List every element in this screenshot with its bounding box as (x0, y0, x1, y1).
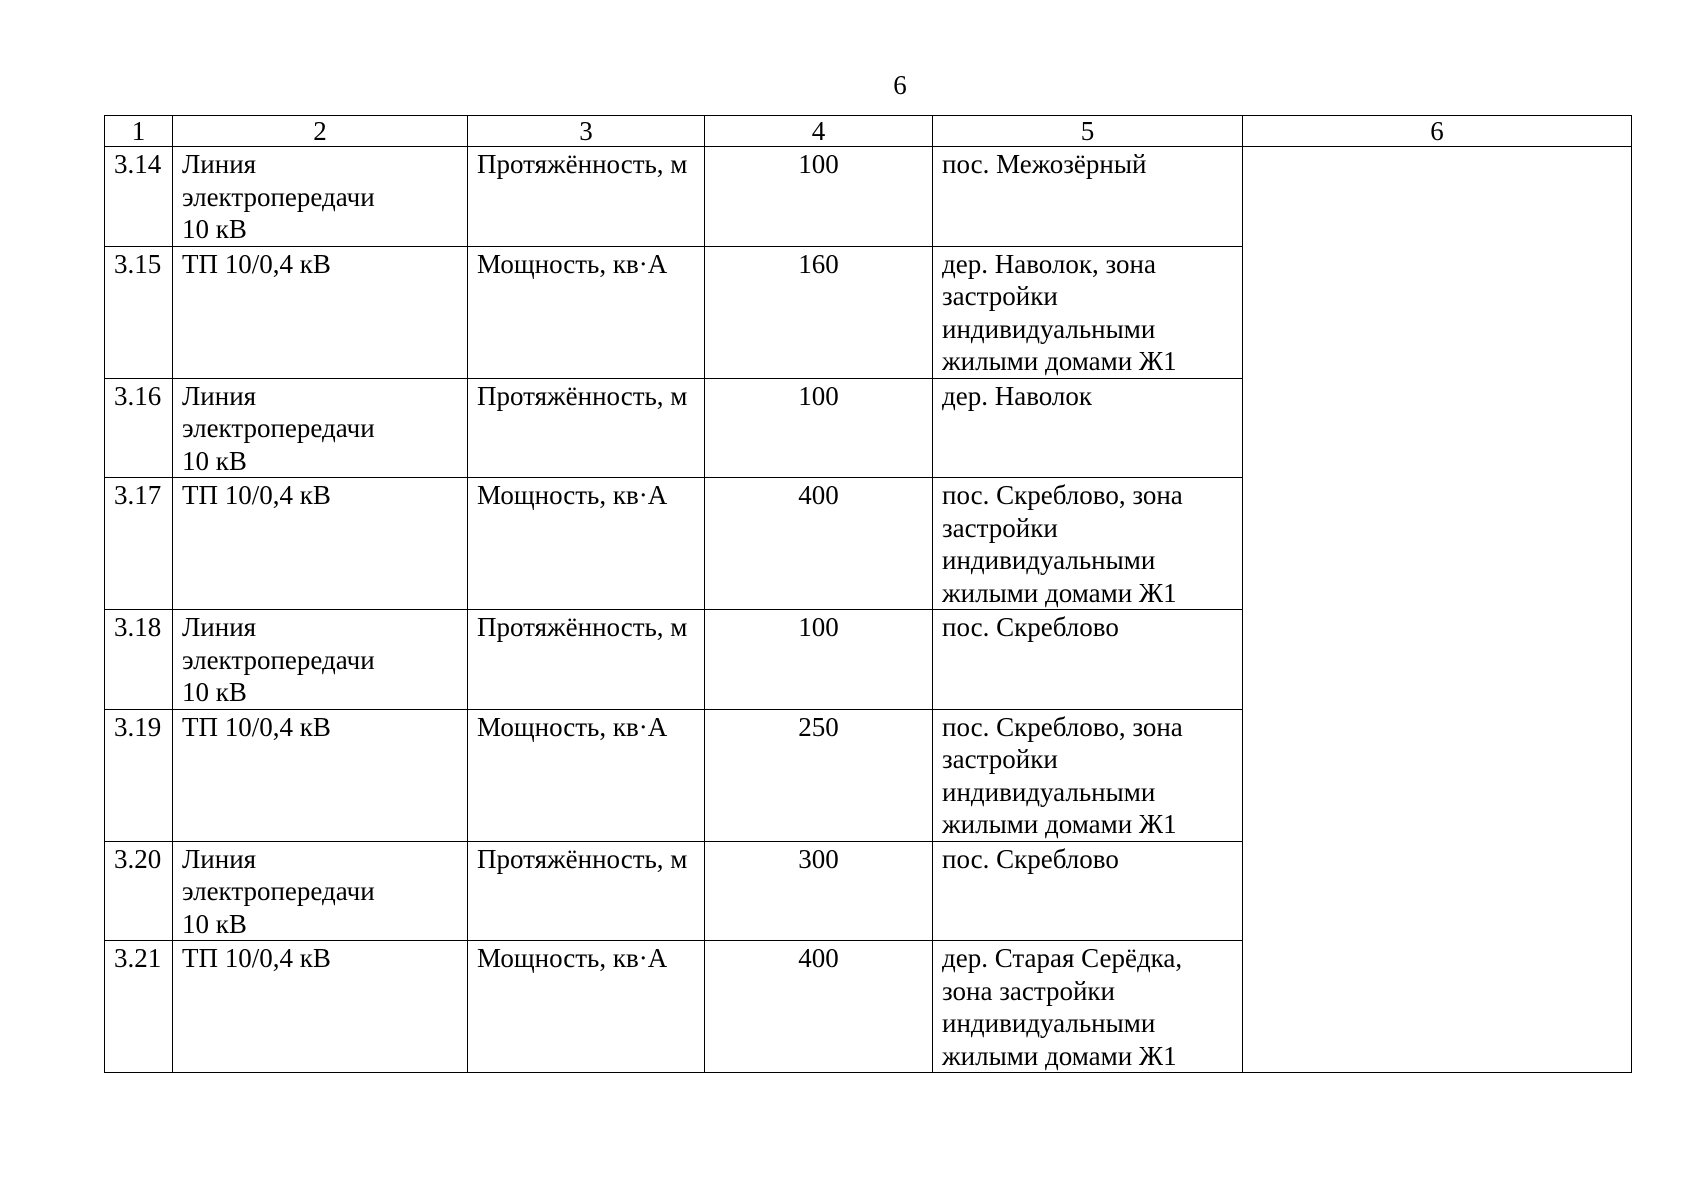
location-cell (933, 478, 1243, 610)
parameter-cell: Мощность, кв·А (468, 709, 705, 841)
table-header-row (105, 116, 1632, 147)
location-cell-line: дер. Наволок (942, 380, 1093, 411)
object-name-cell-line: ТП 10/0,4 кВ (182, 480, 331, 510)
location-cell-line: пос. Скреблово (942, 843, 1119, 874)
value-cell: 400 (705, 941, 933, 1073)
row-number-cell: 3.17 (105, 478, 173, 610)
object-name-cell-line: ТП 10/0,4 кВ (182, 248, 331, 279)
value-cell: 100 (705, 610, 933, 710)
location-cell (933, 147, 1243, 247)
parameter-cell: Мощность, кв·А (468, 478, 705, 610)
location-cell-line: индивидуальными (942, 1008, 1156, 1038)
location-cell (933, 841, 1243, 941)
column-header: 5 (933, 116, 1243, 147)
column-header: 4 (705, 116, 933, 147)
row-number-cell: 3.18 (105, 610, 173, 710)
parameter-cell: Протяжённость, м (468, 841, 705, 941)
location-cell-line: зона застройки (942, 975, 1115, 1006)
object-name-cell-line: 10 кВ (182, 445, 247, 476)
location-cell-line: индивидуальными (942, 313, 1156, 344)
location-cell-line: индивидуальными (942, 776, 1156, 807)
location-cell (933, 941, 1243, 1073)
object-name-cell-line: электропередачи (182, 181, 375, 212)
object-name-cell-line: электропередачи (182, 413, 375, 443)
row-number-cell: 3.21 (105, 941, 173, 1073)
object-name-cell (173, 147, 468, 247)
object-name-cell-line: Линия (182, 380, 257, 411)
object-name-cell-line: ТП 10/0,4 кВ (182, 943, 331, 973)
object-name-cell-line: электропередачи (182, 876, 375, 906)
column-header: 3 (468, 116, 705, 147)
object-name-cell (173, 941, 468, 1073)
location-cell-line: пос. Скреблово, зона (942, 480, 1183, 510)
object-name-cell-line: 10 кВ (182, 908, 247, 939)
parameter-cell: Протяжённость, м (468, 610, 705, 710)
object-name-cell-line: 10 кВ (182, 214, 247, 244)
value-cell: 300 (705, 841, 933, 941)
object-name-cell (173, 841, 468, 941)
object-name-cell-line: Линия (182, 612, 257, 642)
row-number-cell: 3.19 (105, 709, 173, 841)
object-name-cell-line: Линия (182, 149, 257, 179)
data-table (104, 115, 1632, 1073)
object-name-cell-line: ТП 10/0,4 кВ (182, 711, 331, 742)
location-cell-line: пос. Скреблово, зона (942, 711, 1183, 742)
parameter-cell: Мощность, кв·А (468, 941, 705, 1073)
location-cell-line: пос. Межозёрный (942, 149, 1147, 179)
location-cell (933, 709, 1243, 841)
row-number-cell: 3.16 (105, 378, 173, 478)
location-cell-line: застройки (942, 512, 1058, 543)
location-cell-line: застройки (942, 744, 1058, 774)
parameter-cell: Протяжённость, м (468, 378, 705, 478)
object-name-cell (173, 610, 468, 710)
location-cell-line: застройки (942, 281, 1058, 311)
column-header: 2 (173, 116, 468, 147)
object-name-cell-line: электропередачи (182, 644, 375, 675)
location-cell-line: жилыми домами Ж1 (942, 346, 1177, 376)
location-cell-line: жилыми домами Ж1 (942, 809, 1177, 839)
object-name-cell (173, 709, 468, 841)
location-cell (933, 378, 1243, 478)
row-number-cell: 3.20 (105, 841, 173, 941)
location-cell-line: жилыми домами Ж1 (942, 577, 1177, 608)
object-name-cell (173, 478, 468, 610)
location-cell (933, 246, 1243, 378)
page-number: 6 (893, 70, 907, 100)
column-header: 6 (1243, 116, 1632, 147)
table-body (105, 116, 1632, 1073)
object-name-cell (173, 246, 468, 378)
value-cell: 100 (705, 378, 933, 478)
object-name-cell-line: Линия (182, 843, 257, 874)
row-number-cell: 3.15 (105, 246, 173, 378)
location-cell (933, 610, 1243, 710)
column-header: 1 (105, 116, 173, 147)
parameter-cell: Протяжённость, м (468, 147, 705, 247)
location-cell-line: дер. Наволок, зона (942, 248, 1156, 279)
location-cell-line: пос. Скреблово (942, 612, 1119, 642)
location-cell-line: жилыми домами Ж1 (942, 1040, 1177, 1071)
value-cell: 100 (705, 147, 933, 247)
parameter-cell: Мощность, кв·А (468, 246, 705, 378)
value-cell: 400 (705, 478, 933, 610)
location-cell-line: индивидуальными (942, 545, 1156, 575)
table-row (105, 147, 1632, 247)
row-number-cell: 3.14 (105, 147, 173, 247)
value-cell: 160 (705, 246, 933, 378)
object-name-cell-line: 10 кВ (182, 677, 247, 707)
location-cell-line: дер. Старая Серёдка, (942, 943, 1183, 973)
object-name-cell (173, 378, 468, 478)
notes-cell (1243, 147, 1632, 1073)
value-cell: 250 (705, 709, 933, 841)
